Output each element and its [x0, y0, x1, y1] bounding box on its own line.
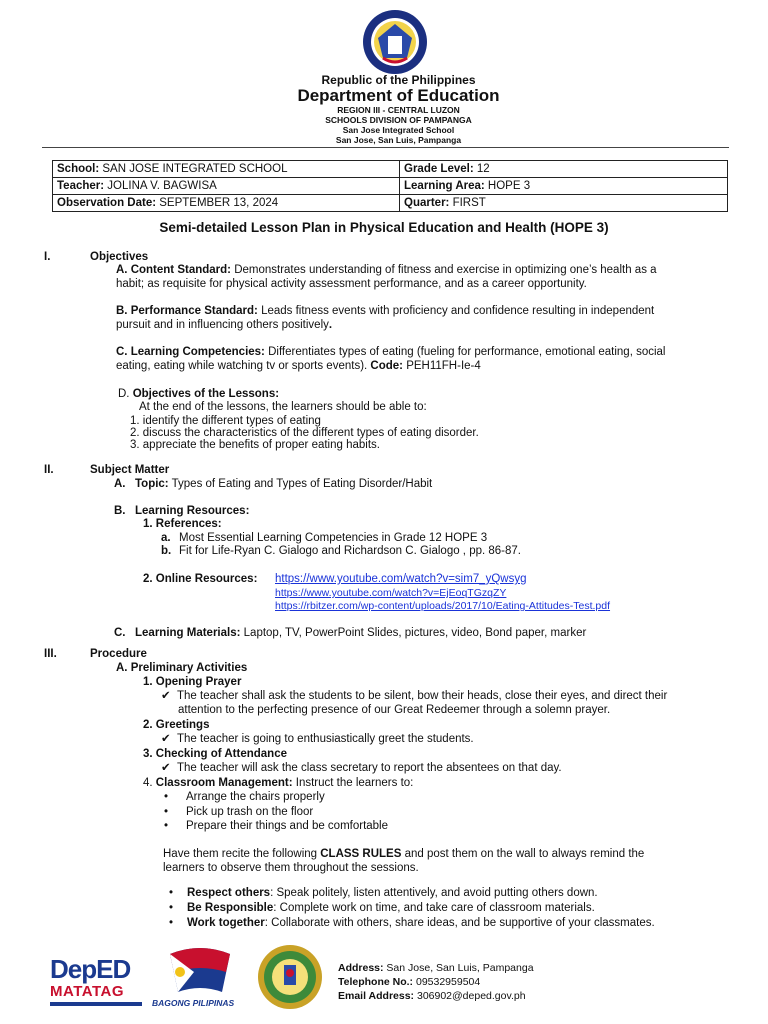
division-line: SCHOOLS DIVISION OF PAMPANGA — [325, 115, 472, 125]
attendance-item: ✔ The teacher will ask the class secretary to report the absentees on that day. — [161, 762, 562, 774]
bullet-icon: • — [169, 917, 174, 929]
school-line: San Jose Integrated School — [342, 125, 455, 135]
lesson-plan-title: Semi-detailed Lesson Plan in Physical Education and Health (HOPE 3) — [159, 220, 609, 235]
bullet-icon: • — [169, 887, 174, 899]
bullet-icon: • — [169, 902, 174, 914]
bagong-pilipinas-text: BAGONG PILIPINAS — [152, 998, 235, 1008]
learning-competencies-cont: eating, eating while watching tv or sports events). Code: PEH11FH-Ie-4 — [116, 360, 481, 372]
list-item: • Prepare their things and be comfortable — [164, 820, 389, 832]
region-line: REGION III - CENTRAL LUZON — [337, 105, 460, 115]
class-rules-intro: Have them recite the following CLASS RULES and post them on the wall to always remind the — [163, 848, 645, 860]
table-cell: Quarter: FIRST — [400, 195, 728, 212]
online-resource-link[interactable]: https://www.youtube.com/watch?v=sim7_yQwsyg — [275, 573, 527, 585]
footer-email: Email Address: 306902@deped.gov.ph — [338, 990, 526, 1002]
topic: Topic: Types of Eating and Types of Eating Disorder/Habit — [135, 478, 433, 490]
online-resource-link[interactable]: https://www.youtube.com/watch?v=EjEoqTGzqZY — [275, 587, 507, 599]
department-heading: Department of Education — [297, 86, 500, 105]
table-row — [53, 195, 728, 212]
deped-seal-logo — [355, 8, 435, 76]
learning-materials: Learning Materials: Laptop, TV, PowerPoint Slides, pictures, video, Bond paper, marker — [135, 627, 587, 639]
performance-standard-cont: pursuit and in influencing others positively. — [116, 319, 333, 331]
class-rule-item: • Be Responsible: Complete work on time, and take care of classroom materials. — [169, 902, 595, 914]
opening-prayer-label: 1. Opening Prayer — [143, 676, 242, 688]
resources-letter: B. — [114, 505, 126, 517]
opening-prayer-item: ✔ The teacher shall ask the students to be silent, bow their heads, close their eyes, and direct their — [161, 690, 668, 702]
list-item: 1. identify the different types of eating — [130, 415, 321, 427]
table-cell: School: SAN JOSE INTEGRATED SCHOOL — [53, 161, 400, 178]
list-item: • Arrange the chairs properly — [164, 791, 325, 803]
check-icon: ✔ — [161, 762, 171, 774]
greetings-label: 2. Greetings — [143, 719, 210, 731]
topic-letter: A. — [114, 478, 126, 490]
bullet-icon: • — [164, 820, 169, 832]
section-heading-procedure: Procedure — [90, 648, 147, 660]
section-number: III. — [44, 648, 57, 660]
content-standard-cont: habit; as requisite for physical activity assessment performance, and as a career opportunity. — [116, 278, 587, 290]
bagong-pilipinas-logo — [160, 944, 240, 999]
objectives-intro: At the end of the lessons, the learners should be able to: — [139, 401, 427, 413]
bullet-icon: • — [164, 806, 169, 818]
online-resources-label: 2. Online Resources: — [143, 573, 258, 585]
class-rule-item: • Respect others: Speak politely, listen attentively, and avoid putting others down. — [169, 887, 598, 899]
section-heading-subject: Subject Matter — [90, 464, 170, 476]
preliminary-activities-label: A. Preliminary Activities — [116, 662, 248, 674]
header-divider — [42, 147, 729, 148]
section-number: I. — [44, 251, 51, 263]
list-item: 2. discuss the characteristics of the different types of eating disorder. — [130, 427, 479, 439]
table-row — [53, 178, 728, 195]
table-cell: Grade Level: 12 — [400, 161, 728, 178]
footer-telephone: Telephone No.: 09532959504 — [338, 976, 481, 988]
logo-underline — [50, 1002, 142, 1006]
section-number: II. — [44, 464, 54, 476]
classroom-management: 4. Classroom Management: Instruct the learners to: — [143, 777, 414, 789]
class-rule-item: • Work together: Collaborate with others, share ideas, and be supportive of your classmates. — [169, 917, 655, 929]
online-resource-link[interactable]: https://rbitzer.com/wp-content/uploads/2017/10/Eating-Attitudes-Test.pdf — [275, 600, 611, 612]
class-rules-intro-cont: learners to observe them throughout the sessions. — [163, 862, 419, 874]
table-row — [53, 161, 728, 178]
footer-address: Address: San Jose, San Luis, Pampanga — [338, 962, 534, 974]
content-standard: A. Content Standard: Demonstrates understanding of fitness and exercise in optimizing one’s health as a — [116, 264, 657, 276]
check-icon: ✔ — [161, 733, 171, 745]
matatag-wordmark: MATATAG — [50, 983, 125, 1000]
school-seal-logo — [250, 943, 330, 1011]
learning-resources-label: Learning Resources: — [135, 505, 250, 517]
lesson-info-table — [52, 160, 728, 212]
reference-item: Most Essential Learning Competencies in Grade 12 HOPE 3 — [179, 532, 488, 544]
republic-heading: Republic of the Philippines — [321, 73, 476, 87]
objectives-of-lessons: D. Objectives of the Lessons: — [118, 388, 280, 400]
learning-competencies: C. Learning Competencies: Differentiates types of eating (fueling for performance, emotional eating, social — [116, 346, 666, 358]
school-address-line: San Jose, San Luis, Pampanga — [335, 135, 462, 145]
materials-letter: C. — [114, 627, 126, 639]
check-icon: ✔ — [161, 690, 171, 702]
section-heading-objectives: Objectives — [90, 251, 149, 263]
attendance-label: 3. Checking of Attendance — [143, 748, 287, 760]
deped-logo — [50, 955, 150, 1006]
table-cell: Observation Date: SEPTEMBER 13, 2024 — [53, 195, 400, 212]
reference-letter: a. — [161, 532, 171, 544]
header-sub-block — [0, 105, 768, 145]
opening-prayer-cont: attention to the perfecting presence of our Great Redeemer through a solemn prayer. — [178, 704, 611, 716]
list-item: 3. appreciate the benefits of proper eating habits. — [130, 439, 380, 451]
table-cell: Teacher: JOLINA V. BAGWISA — [53, 178, 400, 195]
greetings-item: ✔ The teacher is going to enthusiastically greet the students. — [161, 733, 474, 745]
performance-standard: B. Performance Standard: Leads fitness events with proficiency and confidence resulting in independent — [116, 305, 655, 317]
reference-letter: b. — [161, 545, 172, 557]
references-label: 1. References: — [143, 518, 222, 530]
reference-item: Fit for Life-Ryan C. Gialogo and Richardson C. Gialogo , pp. 86-87. — [179, 545, 521, 557]
table-cell: Learning Area: HOPE 3 — [400, 178, 728, 195]
deped-wordmark: DepED — [50, 954, 131, 984]
bullet-icon: • — [164, 791, 169, 803]
list-item: • Pick up trash on the floor — [164, 806, 314, 818]
